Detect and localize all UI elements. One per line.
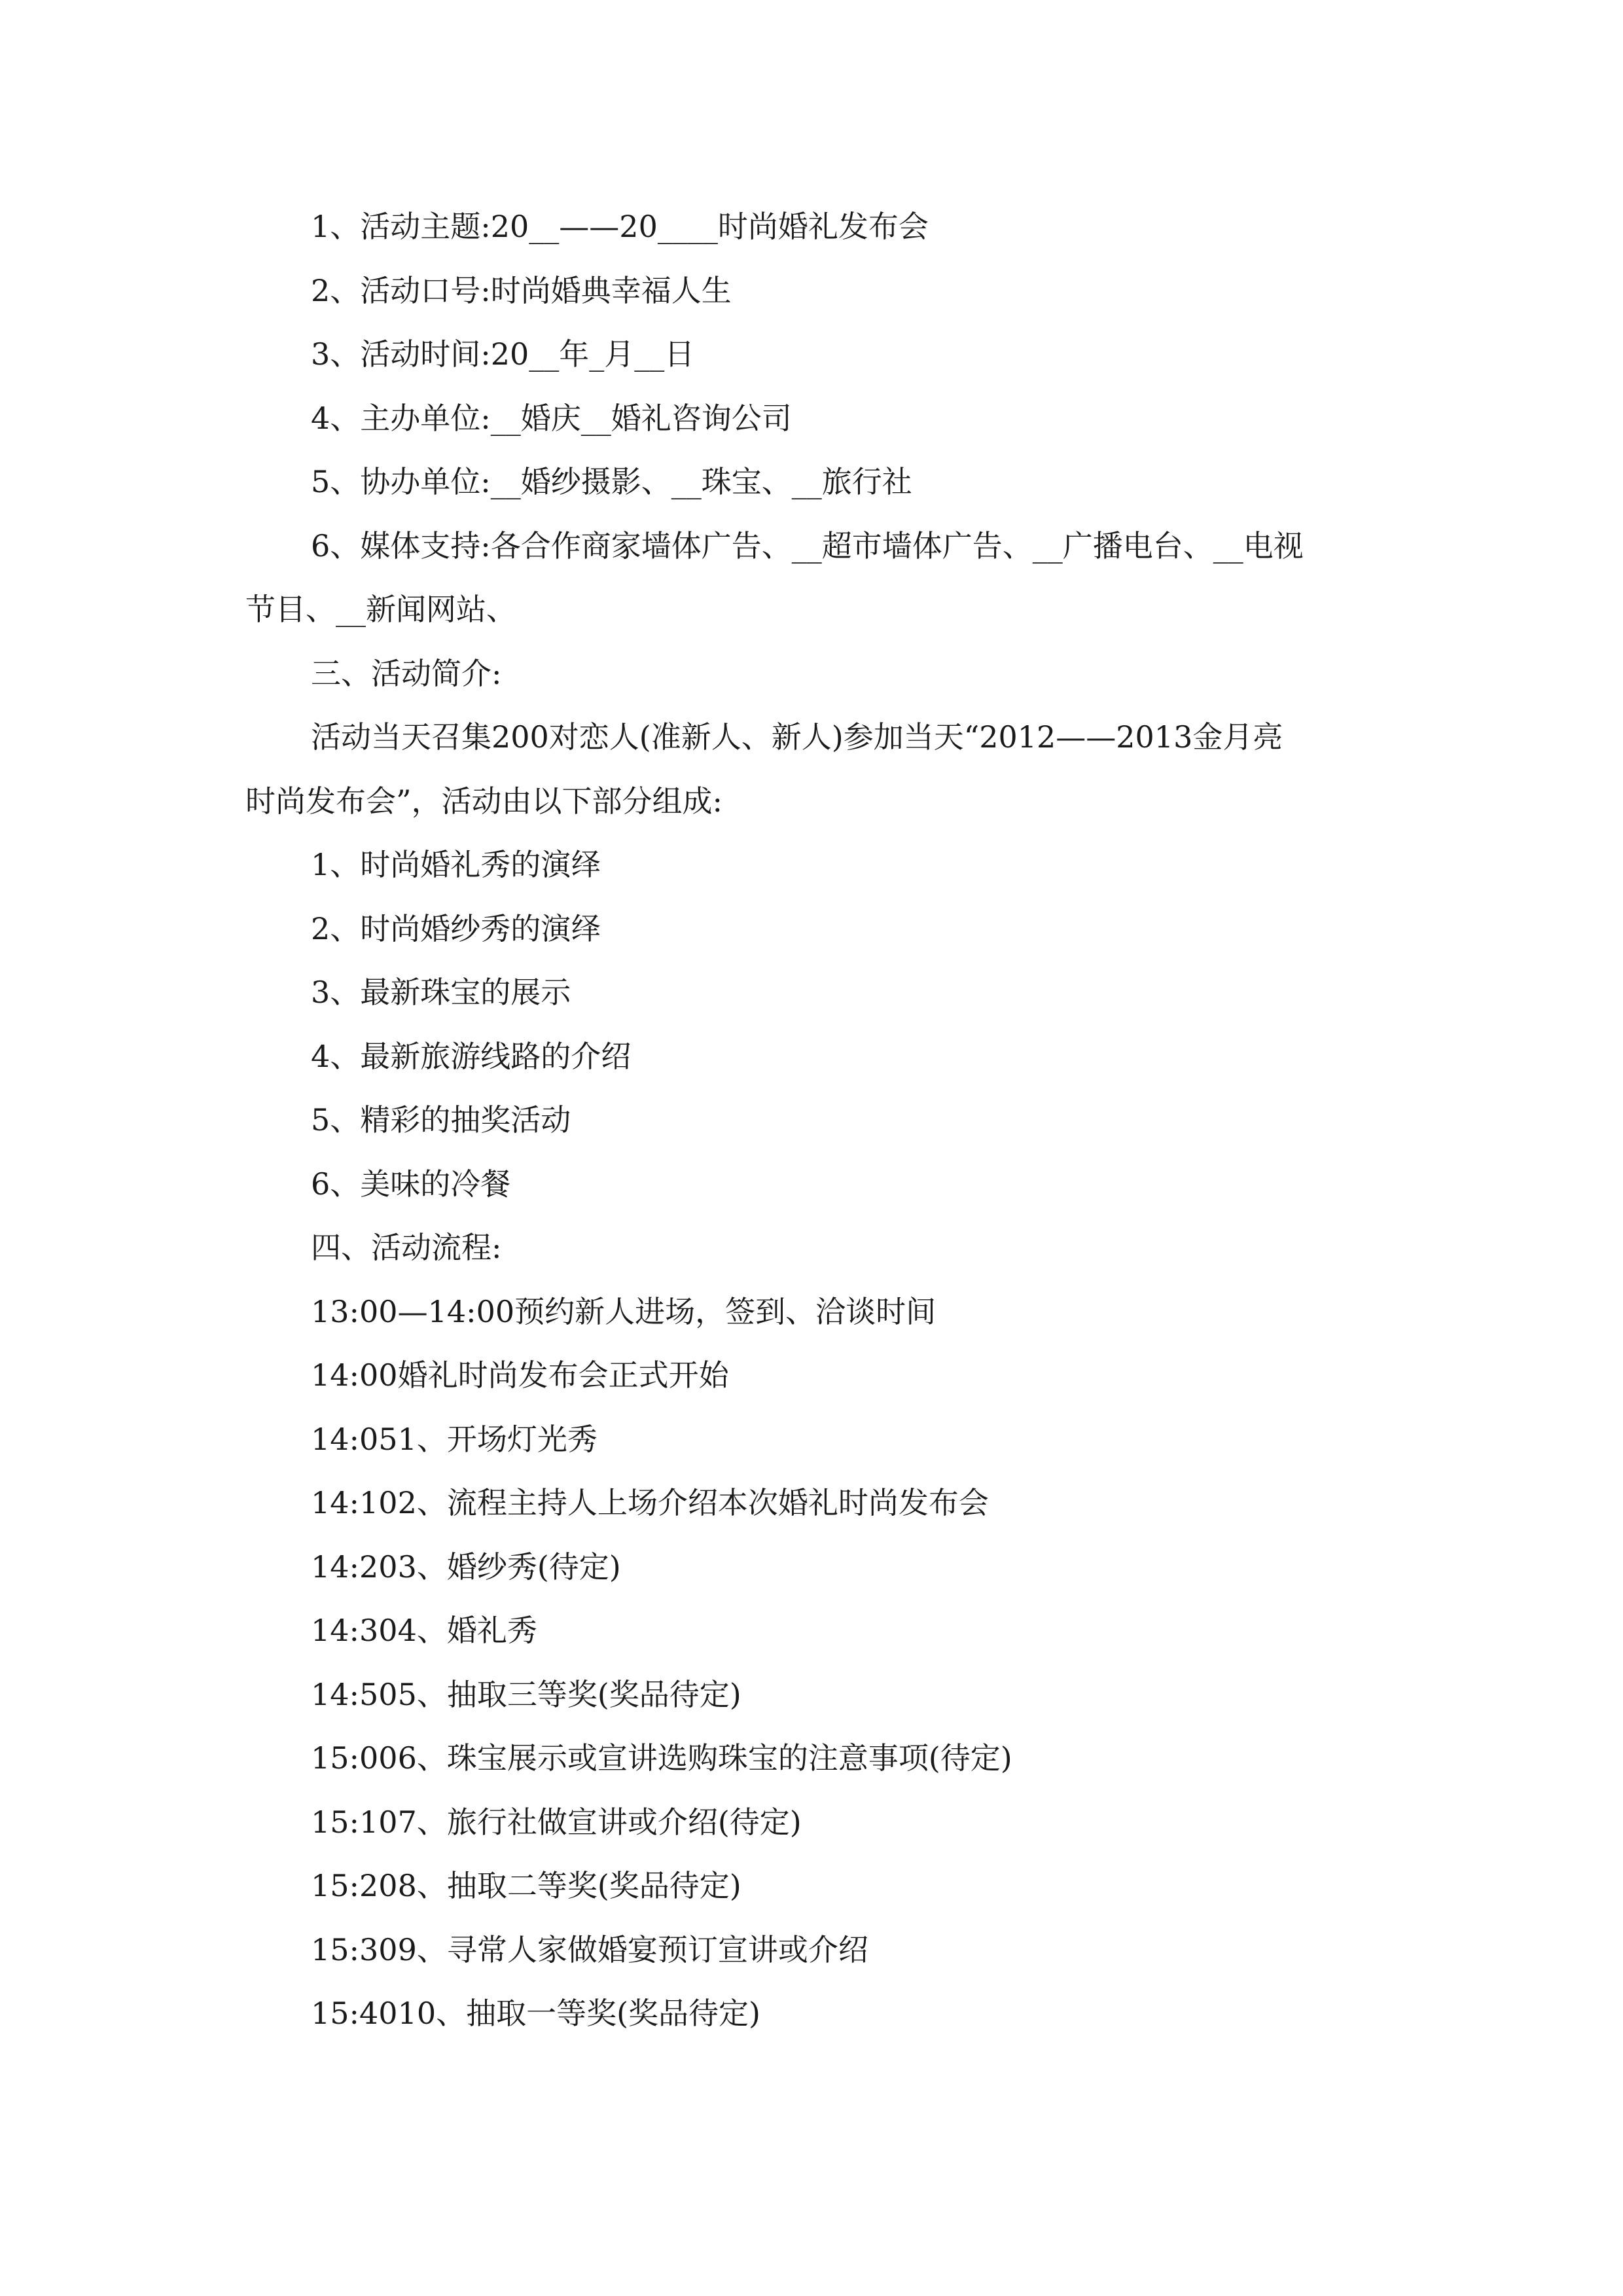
schedule-item: 14:051、开场灯光秀 <box>311 1421 597 1457</box>
section-heading: 四、活动流程: <box>311 1230 502 1265</box>
schedule-item: 15:4010、抽取一等奖(奖品待定) <box>311 1996 760 2031</box>
schedule-item: 14:102、流程主持人上场介绍本次婚礼时尚发布会 <box>311 1485 989 1520</box>
paragraph-line: 2、活动口号:时尚婚典幸福人生 <box>311 272 732 308</box>
section-heading: 三、活动简介: <box>311 655 502 691</box>
paragraph-line: 5、协办单位:__婚纱摄影、__珠宝、__旅行社 <box>311 464 912 499</box>
schedule-item: 13:00—14:00预约新人进场，签到、洽谈时间 <box>311 1293 936 1329</box>
schedule-item: 15:006、珠宝展示或宣讲选购珠宝的注意事项(待定) <box>311 1740 1012 1776</box>
paragraph-line: 节目、__新闻网站、 <box>245 592 516 627</box>
schedule-item: 15:107、旅行社做宣讲或介绍(待定) <box>311 1804 802 1840</box>
schedule-item: 14:505、抽取三等奖(奖品待定) <box>311 1676 741 1712</box>
schedule-item: 14:00婚礼时尚发布会正式开始 <box>311 1357 729 1393</box>
paragraph-line: 4、主办单位:__婚庆__婚礼咨询公司 <box>311 400 792 436</box>
list-item: 4、最新旅游线路的介绍 <box>311 1038 632 1074</box>
paragraph-line: 活动当天召集200对恋人(准新人、新人)参加当天“2012——2013金月亮 <box>311 719 1283 755</box>
list-item: 2、时尚婚纱秀的演绎 <box>311 910 601 946</box>
list-item: 5、精彩的抽奖活动 <box>311 1102 571 1138</box>
document-body <box>245 195 1381 2046</box>
list-item: 1、时尚婚礼秀的演绎 <box>311 847 601 882</box>
list-item: 3、最新珠宝的展示 <box>311 975 571 1010</box>
paragraph-line: 3、活动时间:20__年_月__日 <box>311 336 695 372</box>
paragraph-line: 时尚发布会”，活动由以下部分组成: <box>245 783 723 819</box>
schedule-item: 14:203、婚纱秀(待定) <box>311 1549 621 1585</box>
paragraph-line: 6、媒体支持:各合作商家墙体广告、__超市墙体广告、__广播电台、__电视 <box>311 528 1304 564</box>
schedule-item: 14:304、婚礼秀 <box>311 1613 537 1648</box>
schedule-item: 15:208、抽取二等奖(奖品待定) <box>311 1868 741 1903</box>
list-item: 6、美味的冷餐 <box>311 1166 511 1202</box>
paragraph-line: 1、活动主题:20__——20____时尚婚礼发布会 <box>311 209 929 244</box>
schedule-item: 15:309、寻常人家做婚宴预订宣讲或介绍 <box>311 1931 868 1967</box>
